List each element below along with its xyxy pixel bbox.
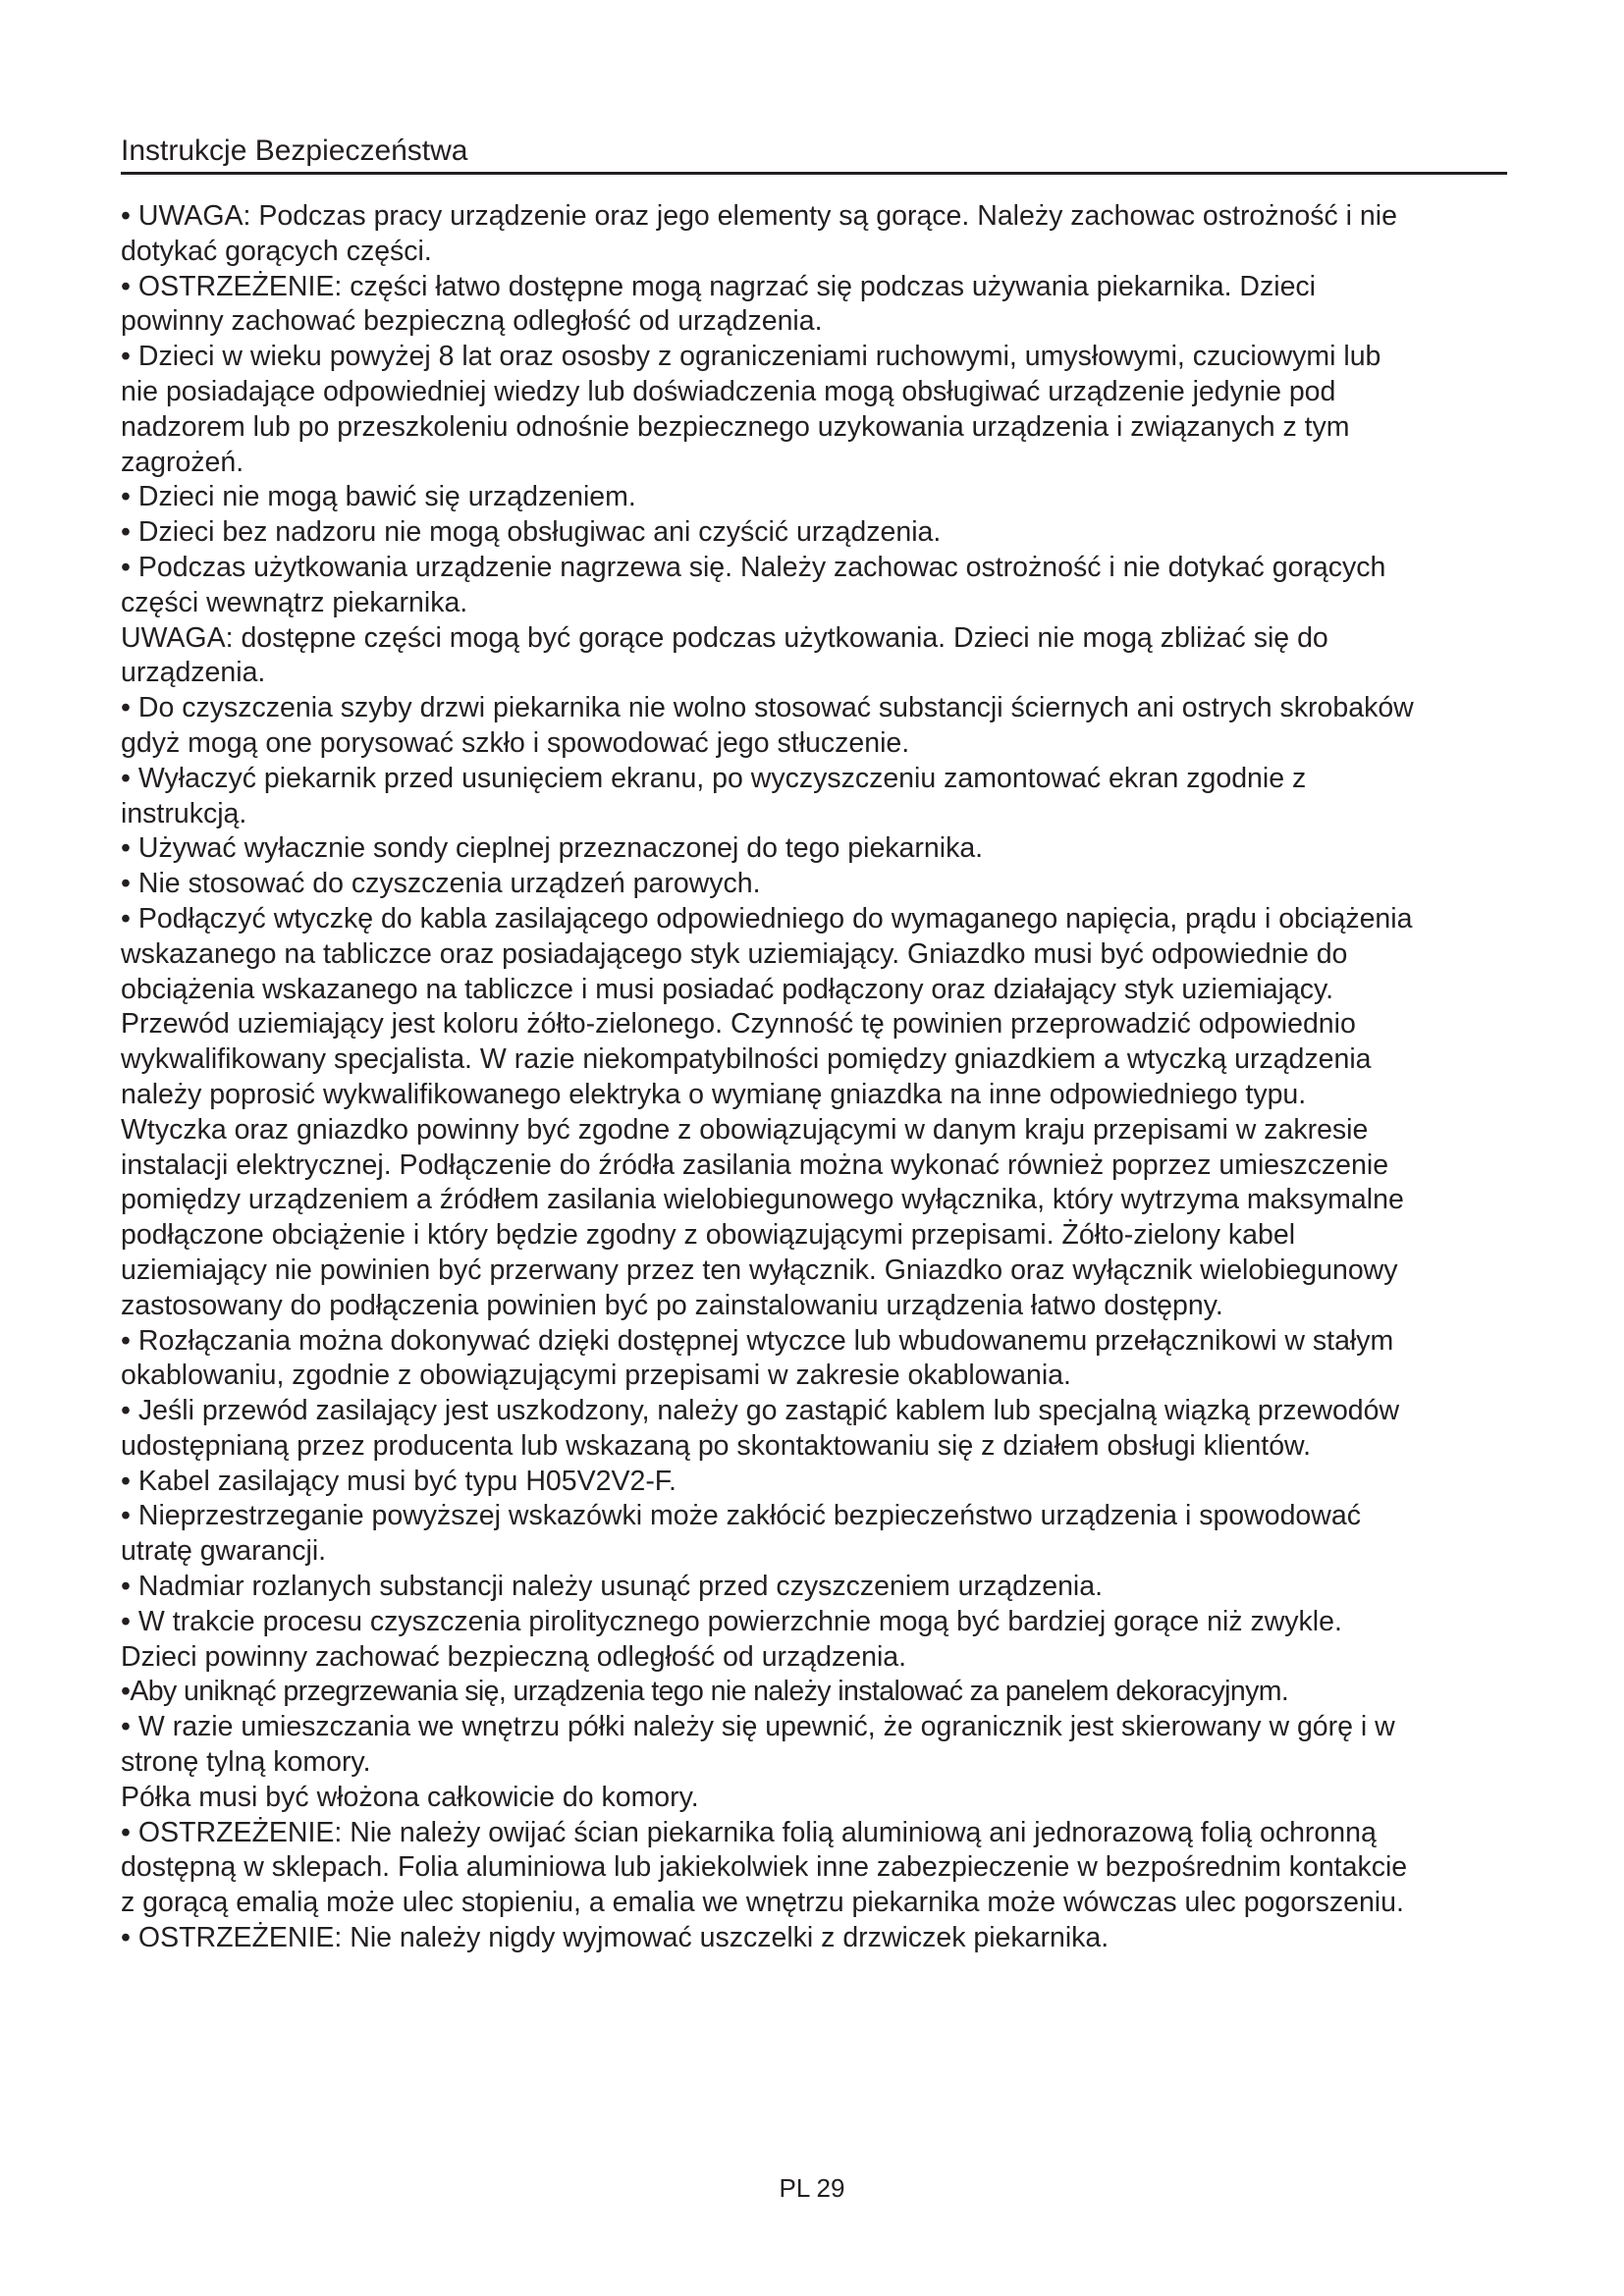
paragraph-hot-parts-warning: • UWAGA: Podczas pracy urządzenie oraz jego elementy są gorące. Należy zachowac ostrożność i nie dotykać gorących części.: [121, 200, 1397, 267]
paragraph-accessible-parts-warning: • OSTRZEŻENIE: części łatwo dostępne mogą nagrzać się podczas używania piekarnika. Dzieci powinny zachować bezpieczną odległość od urządzenia.: [121, 270, 1316, 338]
paragraph-steam-cleaners: • Nie stosować do czyszczenia urządzeń parowych.: [121, 868, 761, 900]
page-number: PL 29: [779, 2173, 845, 2203]
paragraph-aluminium-foil: • OSTRZEŻENIE: Nie należy owijać ścian piekarnika folią aluminiową ani jednorazową folią ochronną dostępną w sklepach. Folia aluminiowa lub jakiekolwiek inne zabezpieczenie w bezpośrednim kontakcie z gorącą emalią może ulec stopieniu, a emalia we wnętrzu piekarnika może wówczas ulec pogorszeniu.: [121, 1816, 1408, 1919]
paragraph-shelf-stop: • W razie umieszczania we wnętrzu półki należy się upewnić, że ogranicznik jest skierowany w górę i w stronę tylną komory.: [121, 1711, 1395, 1779]
page-title: Instrukcje Bezpieczeństwa: [121, 134, 468, 167]
paragraph-door-gasket: • OSTRZEŻENIE: Nie należy nigdy wyjmować uszczelki z drzwiczek piekarnika.: [121, 1922, 1110, 1954]
paragraph-screen-removal: • Wyłaczyć piekarnik przed usunięciem ekranu, po wyczyszczeniu zamontować ekran zgodnie z instrukcją.: [121, 762, 1307, 829]
paragraph-children-cleaning: • Dzieci bez nadzoru nie mogą obsługiwac ani czyścić urządzenia.: [121, 516, 942, 549]
paragraph-cable-type: • Kabel zasilający musi być typu H05V2V2-F.: [121, 1465, 677, 1497]
page-header: [121, 133, 1507, 175]
paragraph-decorative-panel: •Aby uniknąć przegrzewania się, urządzenia tego nie należy instalować za panelem dekoracyjnym.: [121, 1676, 1289, 1708]
paragraph-damaged-cable: • Jeśli przewód zasilający jest uszkodzony, należy go zastąpić kablem lub specjalną wiązką przewodów udostępnianą przez producenta lub wskazaną po skontaktowaniu się z działem obsługi klientów.: [121, 1395, 1400, 1462]
paragraph-children-play: • Dzieci nie mogą bawić się urządzeniem.: [121, 481, 636, 513]
paragraph-oven-heats: • Podczas użytkowania urządzenie nagrzewa się. Należy zachowac ostrożność i nie dotykać gorących części wewnątrz piekarnika.: [121, 551, 1386, 618]
paragraph-warranty: • Nieprzestrzeganie powyższej wskazówki może zakłócić bezpieczeństwo urządzenia i spowodować utratę gwarancji.: [121, 1500, 1361, 1568]
paragraph-temperature-probe: • Używać wyłacznie sondy cieplnej przeznaczonej do tego piekarnika.: [121, 832, 984, 865]
paragraph-disconnection: • Rozłączania można dokonywać dzięki dostępnej wtyczce lub wbudowanemu przełącznikowi w stałym okablowaniu, zgodnie z obowiązującymi przepisami w zakresie okablowania.: [121, 1324, 1394, 1392]
paragraph-accessible-parts-hot: UWAGA: dostępne części mogą być gorące podczas użytkowania. Dzieci nie mogą zbliżać się do urządzenia.: [121, 621, 1328, 689]
paragraph-shelf-insert: Półka musi być włożona całkowicie do komory.: [121, 1781, 699, 1813]
title-divider: [121, 172, 1507, 175]
paragraph-glass-cleaning: • Do czyszczenia szyby drzwi piekarnika nie wolno stosować substancji ściernych ani ostrych skrobaków gdyż mogą one porysować szkło i spowodować jego stłuczenie.: [121, 692, 1414, 759]
paragraph-spillage: • Nadmiar rozlanych substancji należy usunąć przed czyszczeniem urządzenia.: [121, 1571, 1104, 1603]
paragraph-pyrolytic-cleaning: • W trakcie procesu czyszczenia pirolitycznego powierzchnie mogą być bardziej gorące niż zwykle. Dzieci powinny zachować bezpieczną odległość od urządzenia.: [121, 1605, 1342, 1673]
safety-instructions-body: [121, 199, 1566, 1956]
paragraph-electrical-connection: • Podłączyć wtyczkę do kabla zasilającego odpowiedniego do wymaganego napięcia, prądu i obciążenia wskazanego na tabliczce oraz posiadającego styk uziemiający. Gniazdko musi być odpowiednie do obciążenia wskazanego na tabliczce i musi posiadać podłączony oraz działający styk uziemiający. Przewód uziemiający jest koloru żółto-zielonego. Czynność tę powinien przeprowadzić odpowiednio wykwalifikowany specjalista. W razie niekompatybilności pomiędzy gniazdkiem a wtyczką urządzenia należy poprosić wykwalifikowanego elektryka o wymianę gniazdka na inne odpowiedniego typu. Wtyczka oraz gniazdko powinny być zgodne z obowiązującymi w danym kraju przepisami w zakresie instalacji elektrycznej. Podłączenie do źródła zasilania można wykonać również poprzez umieszczenie pomiędzy urządzeniem a źródłem zasilania wielobiegunowego wyłącznika, który wytrzyma maksymalne podłączone obciążenie i który będzie zgodny z obowiązującymi przepisami. Żółto-zielony kabel uziemiający nie powinien być przerwany przez ten wyłącznik. Gniazdko oraz wyłącznik wielobiegunowy zastosowany do podłączenia powinien być po zainstalowaniu urządzenia łatwo dostępny.: [121, 902, 1413, 1321]
paragraph-children-8-years: • Dzieci w wieku powyżej 8 lat oraz ososby z ograniczeniami ruchowymi, umysłowymi, czuciowymi lub nie posiadające odpowiedniej wiedzy lub doświadczenia mogą obsługiwać urządzenie jedynie pod nadzorem lub po przeszkoleniu odnośnie bezpiecznego uzykowania urządzenia i związanych z tym zagrożeń.: [121, 341, 1381, 478]
